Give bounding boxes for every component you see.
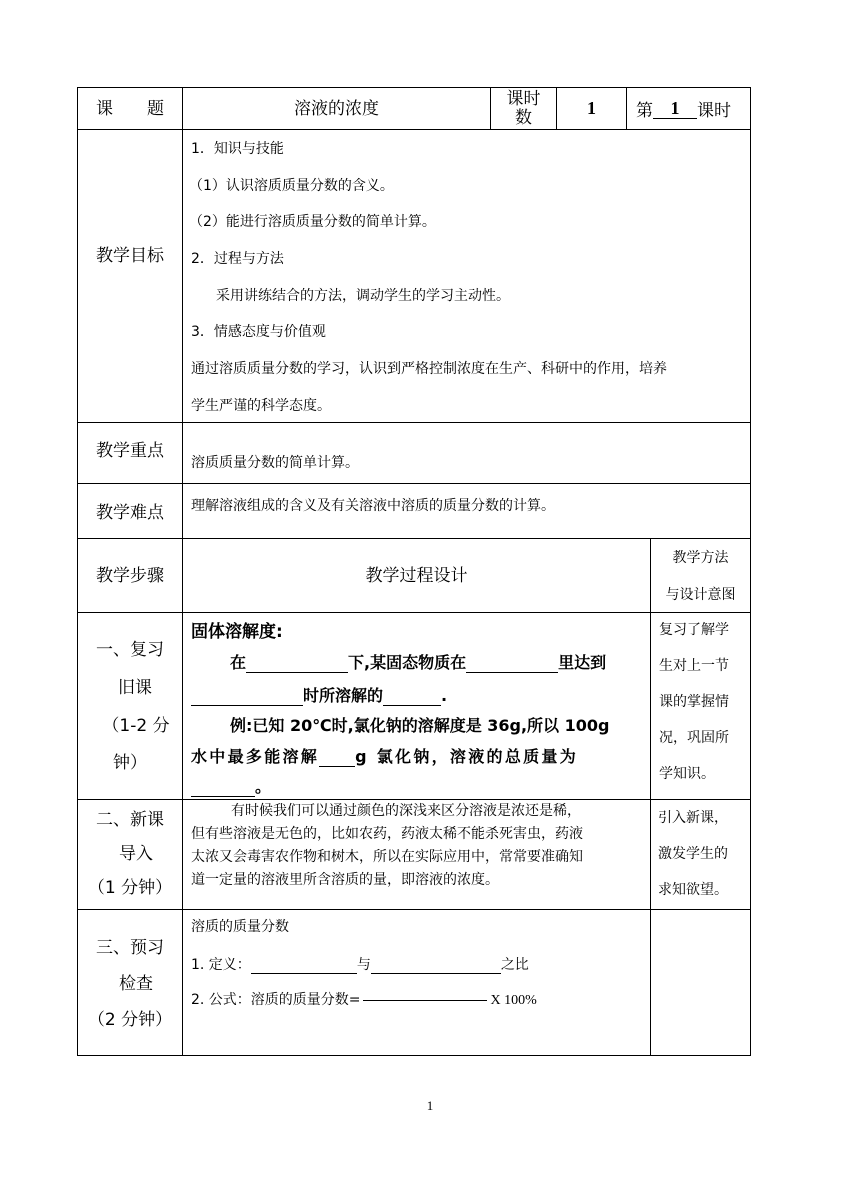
period-value: 1 [653, 98, 697, 119]
section1-label: 一、复习 旧课 （1-2 分 钟） [96, 640, 170, 773]
blank-condition[interactable] [246, 654, 348, 673]
hours-value: 1 [587, 98, 596, 118]
difficulty-text: 理解溶液组成的含义及有关溶液中溶质的质量分数的计算。 [191, 498, 555, 514]
section2-text: 有时候我们可以通过颜色的深浅来区分溶液是浓还是稀， 但有些溶液是无色的，比如农药，药液太稀不能杀死害虫，药液 太浓又会毒害农作物和树木，所以在实际应用中，常常要准确知 道一定量的溶液里所含溶质的量，即溶液的浓度。 [191, 803, 583, 888]
difficulty-label: 教学难点 [96, 503, 164, 523]
objective-line: 采用讲练结合的方法，调动学生的学习主动性。 [216, 287, 510, 304]
page-number: 1 [426, 1098, 434, 1113]
blank-total-mass[interactable] [191, 778, 255, 797]
definition-line: 1. 定义： 与 之比 [191, 957, 529, 973]
period-suffix: 课时 [697, 101, 731, 121]
section1-note: 复习了解学 生对上一节 课的掌握情 况，巩固所 学知识。 [659, 622, 729, 782]
blank-mass[interactable] [383, 687, 441, 706]
solubility-title: 固体溶解度: [191, 622, 283, 642]
topic-label: 课 题 [96, 98, 164, 119]
period-prefix: 第 [636, 101, 653, 121]
blank-definition-a[interactable] [251, 957, 357, 974]
objective-line: 2．过程与方法 [191, 251, 284, 268]
blank-solvent-amount[interactable] [466, 654, 558, 673]
objectives-content [191, 139, 746, 433]
key-point-text: 溶质质量分数的简单计算。 [191, 455, 359, 471]
table-border-right [750, 87, 751, 1056]
section2-note: 引入新课， 激发学生的 求知欲望。 [658, 810, 728, 898]
formula-line: 2. 公式：溶质的质量分数= X 100% [191, 992, 537, 1008]
objective-line: 1．知识与技能 [191, 141, 284, 157]
objective-line: 学生严谨的科学态度。 [191, 397, 331, 414]
objective-line: 3．情感态度与价值观 [191, 324, 326, 341]
topic-value: 溶液的浓度 [294, 98, 379, 119]
design-label: 教学过程设计 [365, 565, 468, 586]
hours-label: 课时数 [506, 88, 541, 128]
period-cell [627, 88, 750, 129]
blank-definition-b[interactable] [371, 957, 501, 974]
section3-title: 溶质的质量分数 [191, 919, 289, 935]
table-rule [650, 538, 651, 1056]
key-point-label: 教学重点 [96, 441, 164, 461]
objectives-label: 教学目标 [96, 246, 164, 266]
section3-label: 三、预习 检查 （2 分钟） [87, 938, 173, 1030]
example-line-2: 水中最多能溶解 g 氯化钠，溶液的总质量为 [191, 747, 579, 766]
example-line-1: 例:已知 20℃时,氯化钠的溶解度是 36g,所以 100g [230, 716, 610, 735]
objective-line: （2）能进行溶质质量分数的简单计算。 [189, 214, 436, 231]
objective-line: 通过溶质质量分数的学习，认识到严格控制浓度在生产、科研中的作用，培养 [191, 361, 667, 378]
steps-label: 教学步骤 [96, 565, 164, 586]
solubility-line-2: 时所溶解的 . [191, 686, 447, 706]
solubility-line-1: 在 下,某固态物质在 里达到 [230, 653, 607, 672]
section2-label: 二、新课 导入 （1 分钟） [87, 810, 173, 898]
example-line-3: 。 [191, 777, 271, 797]
blank-state[interactable] [191, 687, 303, 706]
blank-max-dissolve[interactable] [319, 748, 355, 767]
fraction-bar [363, 1000, 487, 1001]
objective-line: （1）认识溶质质量分数的含义。 [189, 177, 394, 194]
method-label: 教学方法 与设计意图 [665, 550, 736, 603]
